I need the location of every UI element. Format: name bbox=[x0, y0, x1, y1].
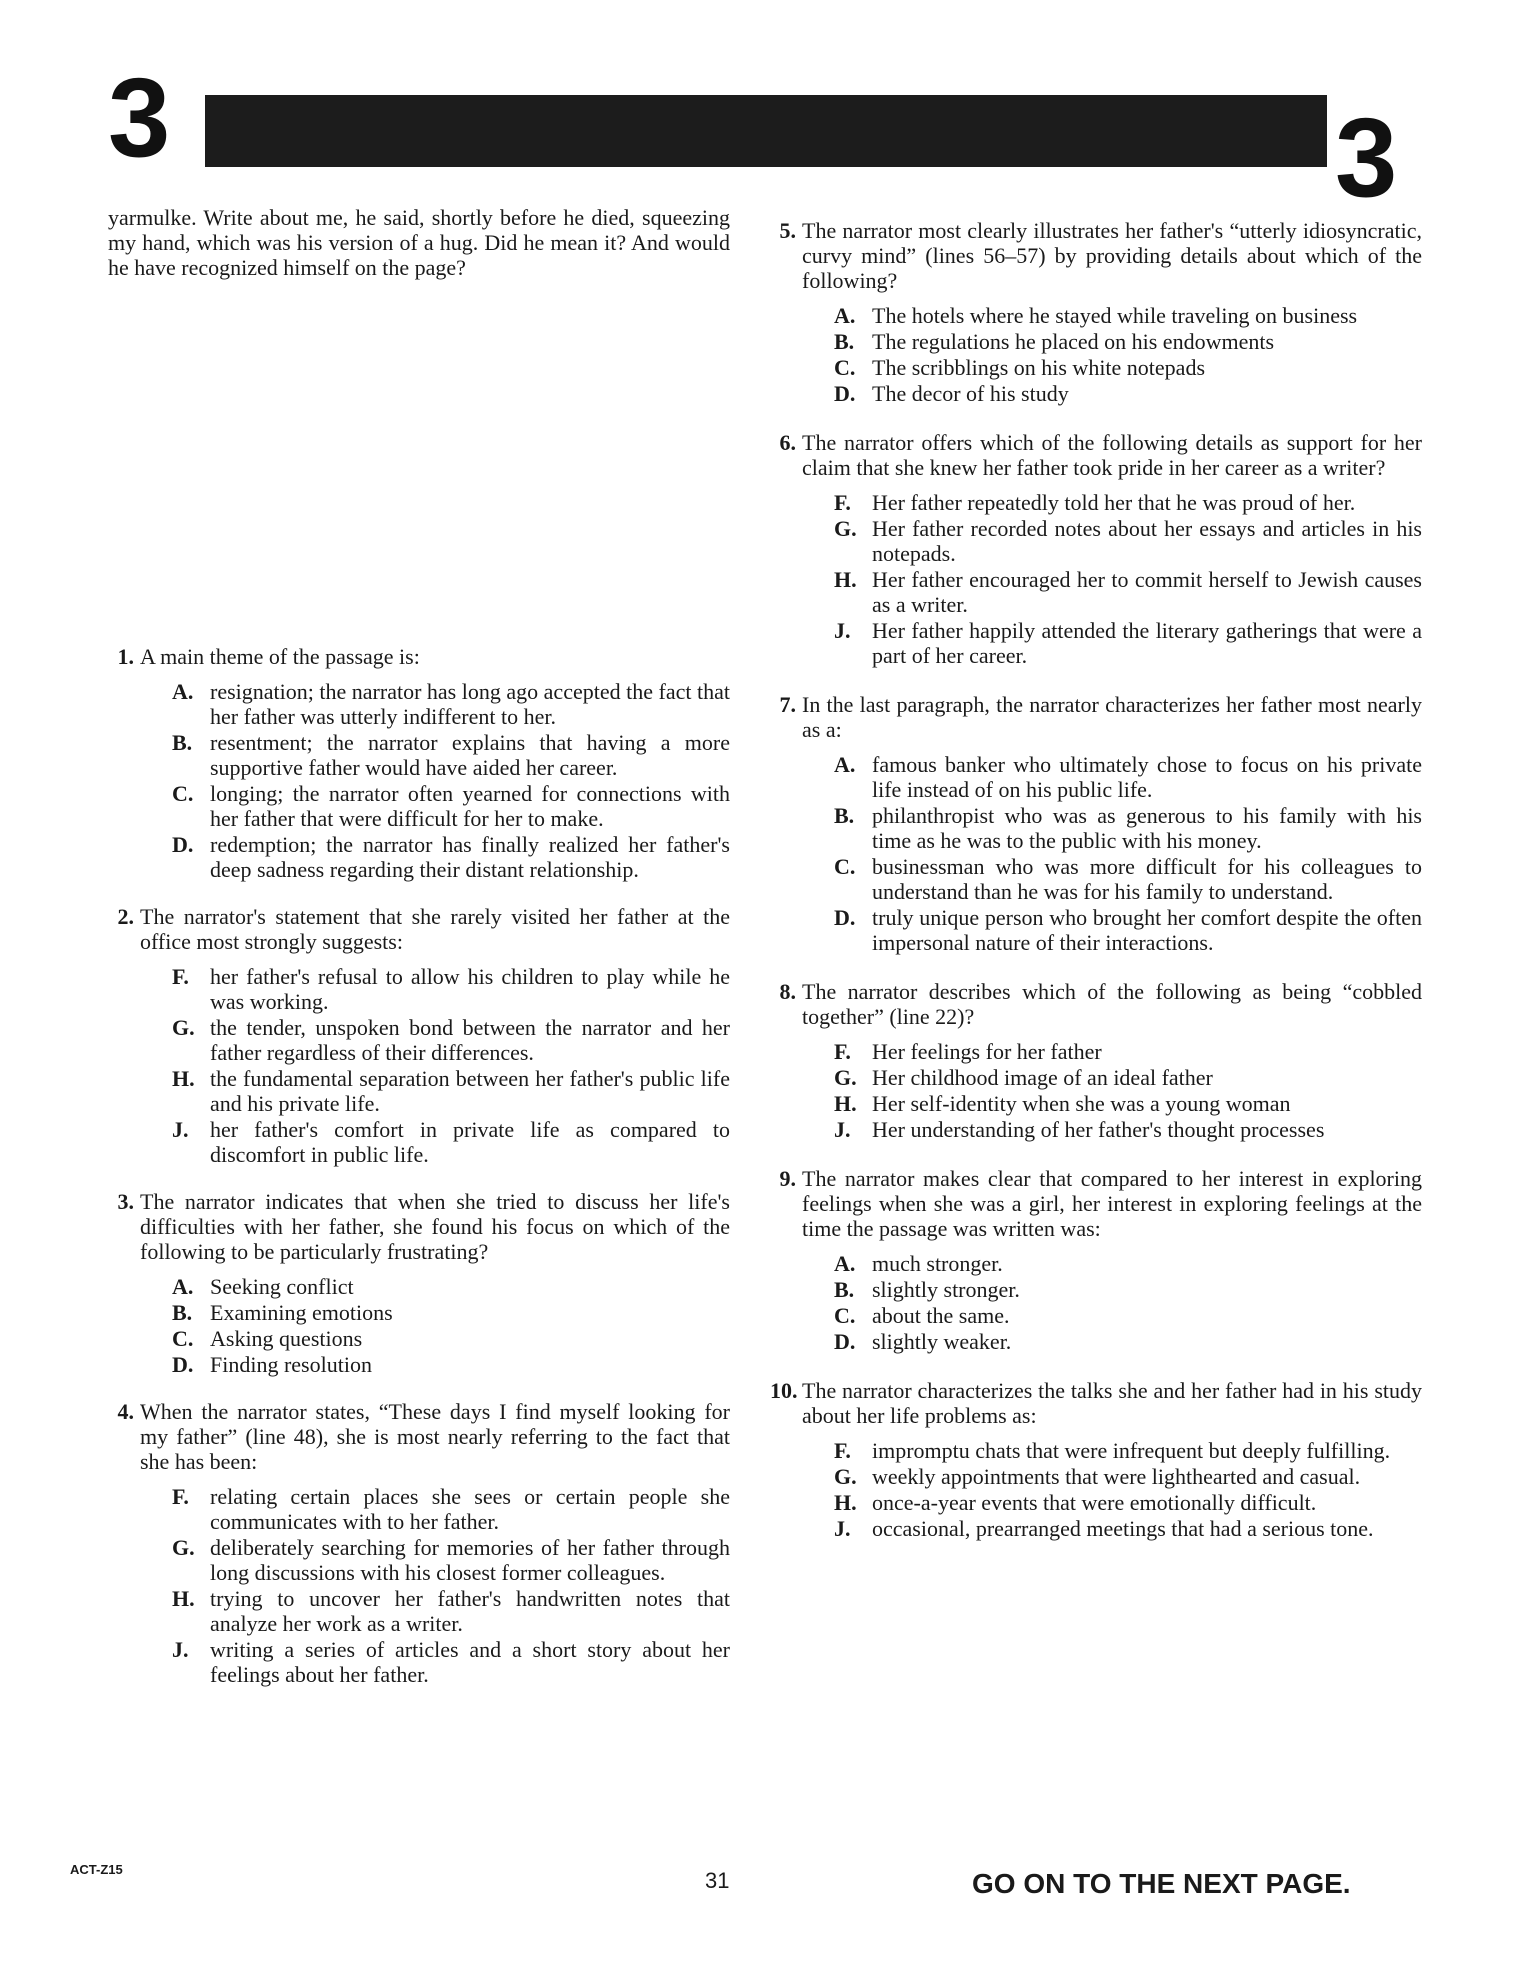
answer-option[interactable] bbox=[802, 752, 1422, 802]
option-letter: B. bbox=[172, 730, 193, 755]
question-number: 6. bbox=[779, 430, 796, 455]
answer-option[interactable] bbox=[802, 303, 1422, 328]
option-letter: D. bbox=[834, 381, 856, 406]
answer-option[interactable] bbox=[140, 781, 730, 831]
answer-option[interactable] bbox=[140, 1066, 730, 1116]
option-text: Her feelings for her father bbox=[872, 1039, 1102, 1064]
answer-option[interactable] bbox=[802, 1251, 1422, 1276]
answer-option[interactable] bbox=[140, 832, 730, 882]
option-text: about the same. bbox=[872, 1303, 1010, 1328]
answer-option[interactable] bbox=[802, 381, 1422, 406]
question-4 bbox=[108, 1399, 730, 1687]
question-stem: The narrator indicates that when she tried to discuss her life's difficulties with her father, she found his focus on which of the following to be particularly frustrating? bbox=[140, 1189, 730, 1264]
go-on-notice: GO ON TO THE NEXT PAGE. bbox=[972, 1868, 1351, 1899]
question-number: 10. bbox=[770, 1378, 798, 1403]
option-letter: G. bbox=[172, 1535, 195, 1560]
option-letter: A. bbox=[172, 1274, 194, 1299]
option-text: Her understanding of her father's thought processes bbox=[872, 1117, 1325, 1142]
answer-options bbox=[802, 1251, 1422, 1354]
option-letter: J. bbox=[172, 1117, 189, 1142]
answer-option[interactable] bbox=[802, 618, 1422, 668]
option-letter: B. bbox=[834, 803, 855, 828]
option-letter: J. bbox=[834, 1117, 851, 1142]
option-text: longing; the narrator often yearned for connections with her father that were difficult for her to make. bbox=[210, 781, 730, 831]
option-letter: F. bbox=[834, 490, 851, 515]
answer-option[interactable] bbox=[802, 1303, 1422, 1328]
option-text: much stronger. bbox=[872, 1251, 1003, 1276]
answer-option[interactable] bbox=[140, 1274, 730, 1299]
option-letter: H. bbox=[834, 567, 857, 592]
left-column bbox=[108, 205, 730, 1688]
question-stem: The narrator describes which of the following as being “cobbled together” (line 22)? bbox=[802, 979, 1422, 1029]
option-letter: J. bbox=[172, 1637, 189, 1662]
option-letter: G. bbox=[834, 1065, 857, 1090]
question-number: 1. bbox=[117, 644, 134, 669]
answer-option[interactable] bbox=[802, 1438, 1422, 1463]
answer-option[interactable] bbox=[802, 516, 1422, 566]
option-letter: C. bbox=[172, 1326, 194, 1351]
question-number: 2. bbox=[117, 904, 134, 929]
question-6 bbox=[770, 430, 1422, 668]
answer-option[interactable] bbox=[802, 1516, 1422, 1541]
answer-option[interactable] bbox=[140, 1352, 730, 1377]
answer-option[interactable] bbox=[140, 1300, 730, 1325]
question-number: 5. bbox=[779, 218, 796, 243]
option-text: relating certain places she sees or certain people she communicates with to her father. bbox=[210, 1484, 730, 1534]
section-number-left: 3 bbox=[108, 55, 171, 180]
option-text: Her childhood image of an ideal father bbox=[872, 1065, 1213, 1090]
option-letter: H. bbox=[172, 1066, 195, 1091]
option-text: writing a series of articles and a short story about her feelings about her father. bbox=[210, 1637, 730, 1687]
answer-option[interactable] bbox=[802, 1039, 1422, 1064]
option-letter: G. bbox=[834, 1464, 857, 1489]
option-text: famous banker who ultimately chose to focus on his private life instead of on his public life. bbox=[872, 752, 1422, 802]
option-letter: D. bbox=[834, 1329, 856, 1354]
option-text: resignation; the narrator has long ago accepted the fact that her father was utterly indifferent to her. bbox=[210, 679, 730, 729]
option-text: Her father encouraged her to commit herself to Jewish causes as a writer. bbox=[872, 567, 1422, 617]
question-number: 7. bbox=[779, 692, 796, 717]
option-letter: A. bbox=[834, 1251, 856, 1276]
option-letter: A. bbox=[834, 303, 856, 328]
right-column bbox=[770, 218, 1422, 1542]
answer-options bbox=[140, 1274, 730, 1377]
option-text: impromptu chats that were infrequent but deeply fulfilling. bbox=[872, 1438, 1391, 1463]
answer-option[interactable] bbox=[140, 1586, 730, 1636]
option-text: her father's refusal to allow his children to play while he was working. bbox=[210, 964, 730, 1014]
option-text: Asking questions bbox=[210, 1326, 363, 1351]
option-text: trying to uncover her father's handwritten notes that analyze her work as a writer. bbox=[210, 1586, 730, 1636]
question-stem: In the last paragraph, the narrator characterizes her father most nearly as a: bbox=[802, 692, 1422, 742]
option-letter: J. bbox=[834, 1516, 851, 1541]
option-text: The regulations he placed on his endowments bbox=[872, 329, 1275, 354]
option-text: truly unique person who brought her comfort despite the often impersonal nature of their interactions. bbox=[872, 905, 1422, 955]
option-text: slightly weaker. bbox=[872, 1329, 1012, 1354]
answer-options bbox=[140, 679, 730, 882]
answer-option[interactable] bbox=[802, 1490, 1422, 1515]
option-letter: F. bbox=[834, 1039, 851, 1064]
section-number-right: 3 bbox=[1335, 95, 1398, 220]
option-letter: G. bbox=[172, 1015, 195, 1040]
answer-options bbox=[802, 752, 1422, 955]
question-2 bbox=[108, 904, 730, 1167]
question-5 bbox=[770, 218, 1422, 406]
answer-options bbox=[802, 1438, 1422, 1541]
question-number: 3. bbox=[117, 1189, 134, 1214]
option-letter: B. bbox=[834, 1277, 855, 1302]
option-text: businessman who was more difficult for his colleagues to understand than he was for his family to understand. bbox=[872, 854, 1422, 904]
answer-option[interactable] bbox=[140, 1015, 730, 1065]
option-text: Seeking conflict bbox=[210, 1274, 354, 1299]
question-stem: The narrator most clearly illustrates her father's “utterly idiosyncratic, curvy mind” (lines 56–57) by providing details about which of the following? bbox=[802, 218, 1422, 293]
question-stem: When the narrator states, “These days I find myself looking for my father” (line 48), she is most nearly referring to the fact that she has been: bbox=[140, 1399, 730, 1474]
question-8 bbox=[770, 979, 1422, 1142]
option-letter: A. bbox=[834, 752, 856, 777]
answer-option[interactable] bbox=[802, 1065, 1422, 1090]
question-3 bbox=[108, 1189, 730, 1377]
question-1 bbox=[108, 644, 730, 882]
option-letter: H. bbox=[172, 1586, 195, 1611]
section-header-bar bbox=[205, 95, 1327, 167]
option-text: deliberately searching for memories of her father through long discussions with his closest former colleagues. bbox=[210, 1535, 730, 1585]
option-text: Her self-identity when she was a young woman bbox=[872, 1091, 1291, 1116]
answer-option[interactable] bbox=[802, 490, 1422, 515]
option-text: Her father repeatedly told her that he was proud of her. bbox=[872, 490, 1356, 515]
passage-continuation: yarmulke. Write about me, he said, shortly before he died, squeezing my hand, which was his version of a hug. Did he mean it? And would he have recognized himself on the page? bbox=[108, 205, 730, 280]
option-text: The hotels where he stayed while traveling on business bbox=[872, 303, 1358, 328]
option-text: The decor of his study bbox=[872, 381, 1069, 406]
answer-option[interactable] bbox=[140, 1637, 730, 1687]
answer-option[interactable] bbox=[802, 854, 1422, 904]
option-letter: D. bbox=[172, 832, 194, 857]
option-letter: B. bbox=[834, 329, 855, 354]
option-text: Her father recorded notes about her essays and articles in his notepads. bbox=[872, 516, 1422, 566]
answer-options bbox=[140, 964, 730, 1167]
option-letter: C. bbox=[172, 781, 194, 806]
answer-option[interactable] bbox=[802, 1091, 1422, 1116]
answer-options bbox=[140, 1484, 730, 1687]
answer-options bbox=[802, 1039, 1422, 1142]
page-number: 31 bbox=[705, 1868, 730, 1893]
question-stem: The narrator makes clear that compared to her interest in exploring feelings when she was a girl, her interest in exploring feelings at the time the passage was written was: bbox=[802, 1166, 1422, 1241]
option-letter: G. bbox=[834, 516, 857, 541]
question-number: 4. bbox=[117, 1399, 134, 1424]
option-letter: F. bbox=[834, 1438, 851, 1463]
option-letter: D. bbox=[834, 905, 856, 930]
option-letter: B. bbox=[172, 1300, 193, 1325]
question-9 bbox=[770, 1166, 1422, 1354]
option-text: philanthropist who was as generous to his family with his time as he was to the public with his money. bbox=[872, 803, 1422, 853]
option-letter: J. bbox=[834, 618, 851, 643]
answer-option[interactable] bbox=[802, 1464, 1422, 1489]
option-text: the tender, unspoken bond between the narrator and her father regardless of their differences. bbox=[210, 1015, 730, 1065]
answer-options bbox=[802, 490, 1422, 668]
question-stem: The narrator's statement that she rarely visited her father at the office most strongly suggests: bbox=[140, 904, 730, 954]
option-letter: C. bbox=[834, 854, 856, 879]
answer-option[interactable] bbox=[802, 1117, 1422, 1142]
answer-option[interactable] bbox=[140, 1117, 730, 1167]
question-number: 9. bbox=[779, 1166, 796, 1191]
question-stem: The narrator characterizes the talks she and her father had in his study about her life problems as: bbox=[802, 1378, 1422, 1428]
option-text: occasional, prearranged meetings that had a serious tone. bbox=[872, 1516, 1374, 1541]
answer-option[interactable] bbox=[140, 1484, 730, 1534]
answer-option[interactable] bbox=[802, 803, 1422, 853]
option-letter: F. bbox=[172, 964, 189, 989]
answer-option[interactable] bbox=[140, 730, 730, 780]
option-text: Her father happily attended the literary gatherings that were a part of her career. bbox=[872, 618, 1422, 668]
option-text: once-a-year events that were emotionally difficult. bbox=[872, 1490, 1317, 1515]
question-list-left bbox=[108, 644, 730, 1687]
option-letter: C. bbox=[834, 1303, 856, 1328]
answer-option[interactable] bbox=[140, 1535, 730, 1585]
option-text: slightly stronger. bbox=[872, 1277, 1020, 1302]
answer-option[interactable] bbox=[802, 567, 1422, 617]
option-text: the fundamental separation between her father's public life and his private life. bbox=[210, 1066, 730, 1116]
option-text: her father's comfort in private life as compared to discomfort in public life. bbox=[210, 1117, 730, 1167]
answer-option[interactable] bbox=[140, 1326, 730, 1351]
option-letter: C. bbox=[834, 355, 856, 380]
question-10 bbox=[770, 1378, 1422, 1541]
question-stem: The narrator offers which of the following details as support for her claim that she knew her father took pride in her career as a writer? bbox=[802, 430, 1422, 480]
option-text: resentment; the narrator explains that having a more supportive father would have aided her career. bbox=[210, 730, 730, 780]
option-letter: F. bbox=[172, 1484, 189, 1509]
option-text: weekly appointments that were lighthearted and casual. bbox=[872, 1464, 1361, 1489]
option-letter: D. bbox=[172, 1352, 194, 1377]
answer-option[interactable] bbox=[802, 1329, 1422, 1354]
option-text: The scribblings on his white notepads bbox=[872, 355, 1206, 380]
answer-option[interactable] bbox=[802, 329, 1422, 354]
option-text: Finding resolution bbox=[210, 1352, 372, 1377]
option-letter: A. bbox=[172, 679, 194, 704]
question-stem: A main theme of the passage is: bbox=[140, 644, 420, 669]
option-text: redemption; the narrator has finally realized her father's deep sadness regarding their distant relationship. bbox=[210, 832, 730, 882]
option-letter: H. bbox=[834, 1490, 857, 1515]
option-text: Examining emotions bbox=[210, 1300, 393, 1325]
question-number: 8. bbox=[779, 979, 796, 1004]
form-code: ACT-Z15 bbox=[70, 1862, 123, 1877]
answer-options bbox=[802, 303, 1422, 406]
answer-option[interactable] bbox=[802, 355, 1422, 380]
question-7 bbox=[770, 692, 1422, 955]
answer-option[interactable] bbox=[140, 964, 730, 1014]
answer-option[interactable] bbox=[140, 679, 730, 729]
answer-option[interactable] bbox=[802, 1277, 1422, 1302]
answer-option[interactable] bbox=[802, 905, 1422, 955]
option-letter: H. bbox=[834, 1091, 857, 1116]
